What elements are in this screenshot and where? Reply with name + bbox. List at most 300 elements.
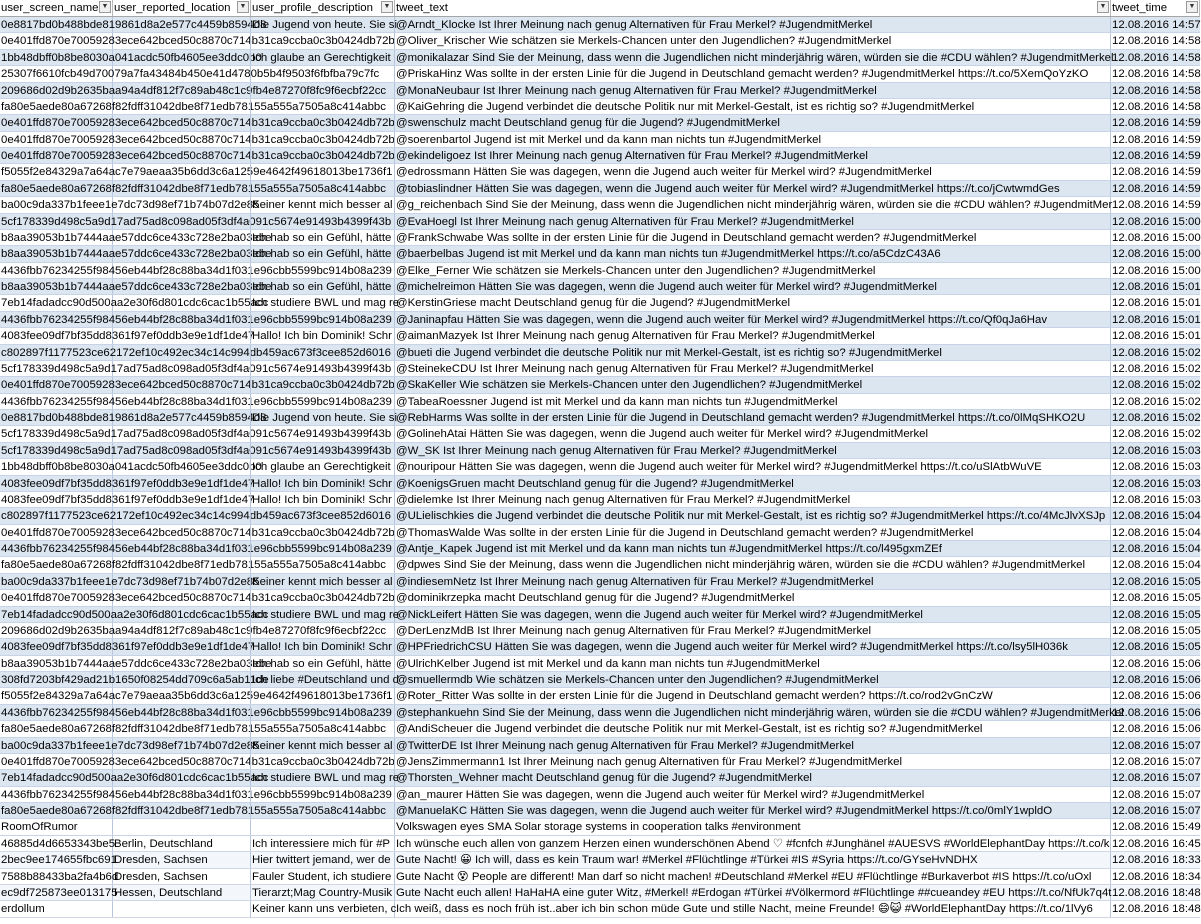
cell-tweet-text[interactable]: @RebHarms Was sollte in der ersten Linie für die Jugend in Deutschland gemacht werden? #JugendmitMerkel https://t.co/0lMqSHKO2U — [395, 410, 1111, 425]
cell-user-reported-location[interactable] — [113, 607, 251, 622]
table-row[interactable] — [0, 345, 1200, 361]
cell-tweet-text[interactable]: @smuellermdb Wie schätzen sie Merkels-Chancen unter den Jugendlichen? #JugendmitMerkel — [395, 672, 1111, 687]
cell-user-profile-description[interactable]: Hallo! Ich bin Dominik! Schr — [251, 328, 395, 343]
cell-tweet-time[interactable]: 12.08.2016 15:02 — [1112, 362, 1201, 375]
cell-tweet-time[interactable]: 12.08.2016 14:59 — [1112, 117, 1201, 130]
cell-user-profile-description[interactable] — [251, 148, 395, 163]
cell-user-profile-description[interactable]: Ich studiere BWL und mag re — [252, 772, 400, 785]
cell-user-profile-description[interactable] — [251, 541, 395, 556]
cell-user-reported-location[interactable] — [113, 656, 251, 671]
table-row[interactable] — [0, 50, 1200, 66]
cell-tweet-text[interactable]: @KaiGehring die Jugend verbindet die deutsche Politik nur mit Merkel-Gestalt, ist es richtig so? #JugendmitMerkel — [395, 99, 1111, 114]
table-row[interactable] — [0, 83, 1200, 99]
table-row[interactable] — [0, 688, 1200, 704]
cell-tweet-time[interactable]: 12.08.2016 15:03 — [1112, 477, 1201, 490]
cell-user-screen-name[interactable]: 209686d02d9b2635baa94a4df812f7c89ab48c1c9fb4e87270f8fc9f6ecbf22cc — [1, 624, 387, 637]
cell-user-screen-name[interactable]: 0e401ffd870e70059283ece642bced50c8870c714b31ca9ccba0c3b0424db72b — [1, 526, 395, 539]
cell-tweet-text[interactable]: @MonaNeubaur Ist Ihrer Meinung nach genug Alternativen für Frau Merkel? #JugendmitMerkel — [395, 83, 1111, 98]
cell-user-reported-location[interactable] — [113, 361, 251, 376]
table-row[interactable] — [0, 852, 1200, 868]
cell-tweet-text[interactable]: @PriskaHinz Was sollte in der ersten Linie für die Jugend in Deutschland gemacht werden? #JugendmitMerkel https://t.co/5XemQoYzKO — [395, 66, 1111, 81]
cell-tweet-text[interactable]: Ich weiß, dass es noch früh ist..aber ich bin schon müde Gute und stille Nacht, meine Freunde! 😄😺 #WorldElephantDay https://t.co/1lVy6 — [395, 901, 1111, 916]
cell-tweet-time[interactable]: 12.08.2016 15:05 — [1112, 624, 1201, 637]
cell-tweet-time[interactable]: 12.08.2016 15:06 — [1112, 690, 1201, 703]
cell-user-reported-location[interactable] — [113, 672, 251, 687]
cell-tweet-time[interactable]: 12.08.2016 15:02 — [1112, 346, 1201, 359]
cell-tweet-text[interactable]: @swenschulz macht Deutschland genug für die Jugend? #JugendmitMerkel — [395, 115, 1111, 130]
cell-user-profile-description[interactable] — [251, 132, 395, 147]
cell-tweet-text[interactable]: @dpwes Sind Sie der Meinung, dass wenn die Jugendlichen nicht minderjährig wären, würden sie die #CDU wählen? #JugendmitMerkel — [395, 557, 1111, 572]
cell-user-profile-description[interactable]: Ich glaube an Gerechtigkeit — [251, 50, 395, 65]
cell-user-profile-description[interactable] — [251, 623, 395, 638]
table-row[interactable] — [0, 672, 1200, 688]
cell-tweet-text[interactable]: @dielemke Ist Ihrer Meinung nach genug Alternativen für Frau Merkel? #JugendmitMerkel — [395, 492, 1111, 507]
cell-tweet-text[interactable]: @TabeaRoessner Jugend ist mit Merkel und da kann man nichts tun #JugendmitMerkel — [395, 394, 1111, 409]
cell-user-profile-description[interactable]: Ich studiere BWL und mag re — [252, 297, 400, 310]
table-row[interactable] — [0, 803, 1200, 819]
cell-tweet-text[interactable]: @g_reichenbach Sind Sie der Meinung, dass wenn die Jugendlichen nicht minderjährig wären, würden sie die #CDU wählen? #JugendmitMer — [396, 199, 1113, 212]
table-row[interactable] — [0, 705, 1200, 721]
cell-tweet-text[interactable]: @Roter_Ritter Was sollte in der ersten Linie für die Jugend in Deutschland gemacht werden? https://t.co/rod2vGnCzW — [395, 688, 1111, 703]
table-row[interactable] — [0, 574, 1200, 590]
cell-user-profile-description[interactable]: Keiner kann uns verbieten, c — [252, 903, 397, 916]
cell-tweet-time[interactable]: 12.08.2016 15:01 — [1112, 281, 1201, 293]
cell-user-screen-name[interactable]: 0e401ffd870e70059283ece642bced50c8870c714b31ca9ccba0c3b0424db72b — [1, 133, 395, 146]
cell-user-profile-description[interactable] — [251, 426, 395, 441]
cell-user-profile-description[interactable] — [251, 787, 395, 802]
cell-user-screen-name[interactable]: 0e8817bd0b488bde819861d8a2e577c4459b8594d8 — [1, 19, 267, 31]
cell-user-screen-name[interactable]: ba00c9da337b1feee1e7dc73d98ef71b74b07d2e85 — [1, 199, 260, 212]
cell-user-screen-name[interactable]: 5cf178339d498c5a9d17ad75ad8c098ad05f3df4a091c5674e91493b4399f43b — [1, 428, 392, 441]
cell-user-profile-description[interactable]: Keiner kennt mich besser al — [251, 197, 395, 212]
cell-user-reported-location[interactable] — [113, 525, 251, 540]
cell-user-reported-location[interactable] — [113, 263, 251, 278]
table-row[interactable] — [0, 476, 1200, 492]
cell-user-profile-description[interactable] — [251, 721, 395, 736]
table-row[interactable] — [0, 17, 1200, 33]
cell-tweet-text[interactable]: @NickLeifert Hätten Sie was dagegen, wenn die Jugend auch weiter für Merkel wird? #JugendmitMerkel — [395, 607, 1111, 622]
cell-tweet-time[interactable]: 12.08.2016 16:45 — [1112, 837, 1201, 850]
cell-user-reported-location[interactable] — [113, 721, 251, 736]
cell-tweet-time[interactable]: 12.08.2016 15:00 — [1112, 264, 1201, 277]
cell-user-reported-location[interactable] — [113, 312, 251, 327]
table-row[interactable] — [0, 459, 1200, 475]
cell-user-reported-location[interactable] — [113, 410, 251, 425]
table-row[interactable] — [0, 230, 1200, 246]
cell-tweet-text[interactable]: @FrankSchwabe Was sollte in der ersten Linie für die Jugend in Deutschland gemacht werden? #JugendmitMerkel — [395, 230, 1111, 245]
cell-user-reported-location[interactable] — [113, 738, 251, 753]
cell-user-screen-name[interactable]: f5055f2e84329a7a64ac7e79aeaa35b6dd3c6a1259e4642f49618013be1736f1 — [1, 166, 393, 179]
cell-user-screen-name[interactable]: RoomOfRumor — [0, 819, 113, 834]
cell-tweet-text[interactable]: @an_maurer Hätten Sie was dagegen, wenn die Jugend auch weiter für Merkel wird? #JugendmitMerkel — [395, 787, 1111, 802]
cell-user-reported-location[interactable]: Berlin, Deutschland — [113, 836, 251, 851]
table-row[interactable] — [0, 312, 1200, 328]
table-row[interactable] — [0, 770, 1200, 786]
cell-user-reported-location[interactable] — [113, 377, 251, 392]
table-row[interactable] — [0, 214, 1200, 230]
cell-tweet-time[interactable]: 12.08.2016 15:06 — [1112, 706, 1201, 719]
column-header-tweet-time[interactable] — [1111, 0, 1200, 16]
cell-tweet-text[interactable]: Gute Nacht euch allen! HaHaHA eine guter Witz, #Merkel! #Erdogan #Türkei #Völkermord #Flüchtlinge ##cueandey #EU https://t.co/NfUk7q4t — [396, 886, 1112, 899]
cell-tweet-time[interactable]: 12.08.2016 15:04 — [1112, 559, 1201, 572]
table-row[interactable] — [0, 639, 1200, 655]
cell-user-reported-location[interactable] — [113, 639, 251, 654]
cell-tweet-text[interactable]: @monikalazar Sind Sie der Meinung, dass wenn die Jugendlichen nicht minderjährig wären, würden sie die #CDU wählen? #JugendmitMerkel — [396, 51, 1114, 64]
cell-tweet-text[interactable]: @stephankuehn Sind Sie der Meinung, dass wenn die Jugendlichen nicht minderjährig wären, würden sie die #CDU wählen? #JugendmitMerkel — [396, 706, 1124, 719]
cell-user-screen-name[interactable]: fa80e5aede80a67268f82fdff31042dbe8f71edb78155a555a7505a8c414abbc — [1, 100, 386, 113]
cell-tweet-time[interactable]: 12.08.2016 15:07 — [1112, 788, 1201, 801]
cell-tweet-time[interactable]: 12.08.2016 15:49 — [1112, 821, 1201, 834]
table-row[interactable] — [0, 557, 1200, 573]
cell-user-screen-name[interactable]: ba00c9da337b1feee1e7dc73d98ef71b74b07d2e85 — [1, 575, 260, 588]
cell-tweet-time[interactable]: 12.08.2016 14:58 — [1112, 51, 1201, 64]
cell-user-profile-description[interactable]: Hallo! Ich bin Dominik! Schr — [251, 476, 395, 491]
cell-tweet-time[interactable]: 12.08.2016 15:02 — [1112, 379, 1201, 392]
cell-tweet-text[interactable]: @SteinekeCDU Ist Ihrer Meinung nach genug Alternativen für Frau Merkel? #JugendmitMerkel — [395, 361, 1111, 376]
cell-user-screen-name[interactable]: 7eb14fadadcc90d500aa2e30f6d801cdc6cac1b55acc — [1, 772, 269, 785]
cell-tweet-text[interactable]: @TwitterDE Ist Ihrer Meinung nach genug Alternativen für Frau Merkel? #JugendmitMerkel — [395, 738, 1111, 753]
cell-user-reported-location[interactable] — [113, 426, 251, 441]
cell-user-profile-description[interactable]: Die Jugend von heute. Sie si — [252, 19, 398, 31]
cell-user-profile-description[interactable]: Tierarzt;Mag Country-Musik — [251, 885, 395, 900]
cell-user-reported-location[interactable] — [113, 181, 251, 196]
cell-user-reported-location[interactable] — [113, 17, 251, 32]
cell-tweet-text[interactable]: Ich wünsche euch allen von ganzem Herzen einen wunderschönen Abend ♡ #fcnfch #Junghänel #AUESVS #WorldElephantDay https://t.co/k — [396, 837, 1110, 850]
table-row[interactable] — [0, 590, 1200, 606]
cell-user-screen-name[interactable]: f5055f2e84329a7a64ac7e79aeaa35b6dd3c6a1259e4642f49618013be1736f1 — [1, 690, 393, 703]
table-row[interactable] — [0, 541, 1200, 557]
cell-tweet-time[interactable]: 12.08.2016 15:07 — [1112, 805, 1201, 817]
cell-user-screen-name[interactable]: 5cf178339d498c5a9d17ad75ad8c098ad05f3df4a091c5674e91493b4399f43b — [1, 444, 392, 457]
cell-user-reported-location[interactable] — [113, 557, 251, 572]
cell-tweet-time[interactable]: 12.08.2016 14:58 — [1112, 84, 1201, 97]
cell-tweet-time[interactable]: 12.08.2016 15:06 — [1112, 723, 1201, 736]
cell-user-screen-name[interactable]: 4436fbb76234255f98456eb44bf28c88ba34d1f031e96cbb5599bc914b08a239 — [1, 543, 392, 555]
cell-user-reported-location[interactable] — [113, 590, 251, 605]
cell-tweet-time[interactable]: 12.08.2016 15:00 — [1112, 215, 1201, 228]
table-row[interactable] — [0, 295, 1200, 311]
table-row[interactable] — [0, 525, 1200, 541]
cell-user-profile-description[interactable]: Ich studiere BWL und mag re — [252, 608, 400, 621]
cell-user-profile-description[interactable] — [251, 819, 395, 834]
cell-user-screen-name[interactable]: fa80e5aede80a67268f82fdff31042dbe8f71edb78155a555a7505a8c414abbc — [1, 559, 386, 572]
cell-user-reported-location[interactable] — [113, 345, 251, 360]
cell-tweet-time[interactable]: 12.08.2016 15:02 — [1112, 412, 1201, 424]
cell-tweet-text[interactable]: @SkaKeller Wie schätzen sie Merkels-Chancen unter den Jugendlichen? #JugendmitMerkel — [395, 377, 1111, 392]
cell-user-reported-location[interactable] — [113, 541, 251, 556]
cell-tweet-time[interactable]: 12.08.2016 15:04 — [1112, 510, 1201, 523]
cell-user-profile-description[interactable]: Ich hab so ein Gefühl, hätte — [251, 279, 395, 294]
cell-user-reported-location[interactable] — [113, 164, 251, 179]
cell-user-screen-name[interactable]: c802897f1177523ce62172ef10c492ec34c14c994db459ac673f3cee852d6016 — [1, 510, 391, 523]
cell-tweet-text[interactable]: @aimanMazyek Ist Ihrer Meinung nach genug Alternativen für Frau Merkel? #JugendmitMerkel — [395, 328, 1111, 343]
filter-dropdown-icon[interactable]: ▼ — [1097, 1, 1109, 13]
cell-user-reported-location[interactable] — [113, 99, 251, 114]
cell-user-reported-location[interactable] — [113, 688, 251, 703]
cell-user-screen-name[interactable]: 0e401ffd870e70059283ece642bced50c8870c714b31ca9ccba0c3b0424db72b — [1, 35, 395, 48]
cell-tweet-text[interactable]: @ULielischkies die Jugend verbindet die deutsche Politik nur mit Merkel-Gestalt, ist es richtig so? #JugendmitMerkel https://t.co/4McJlvXSJp — [395, 508, 1111, 523]
cell-user-screen-name[interactable]: c802897f1177523ce62172ef10c492ec34c14c994db459ac673f3cee852d6016 — [1, 346, 391, 359]
cell-user-profile-description[interactable] — [251, 115, 395, 130]
cell-user-reported-location[interactable] — [113, 148, 251, 163]
cell-user-reported-location[interactable] — [113, 230, 251, 245]
cell-tweet-time[interactable]: 12.08.2016 18:48 — [1112, 903, 1201, 916]
table-row[interactable] — [0, 836, 1200, 852]
cell-tweet-time[interactable]: 12.08.2016 15:03 — [1112, 461, 1201, 474]
cell-user-reported-location[interactable] — [113, 770, 251, 785]
cell-tweet-text[interactable]: @KerstinGriese macht Deutschland genug für die Jugend? #JugendmitMerkel — [395, 295, 1111, 310]
cell-user-reported-location[interactable] — [113, 901, 251, 916]
cell-user-reported-location[interactable] — [113, 246, 251, 261]
cell-user-reported-location[interactable] — [113, 295, 251, 310]
cell-tweet-text[interactable]: @EvaHoegl Ist Ihrer Meinung nach genug Alternativen für Frau Merkel? #JugendmitMerkel — [395, 214, 1111, 229]
cell-tweet-time[interactable]: 12.08.2016 15:06 — [1112, 657, 1201, 670]
table-row[interactable] — [0, 99, 1200, 115]
cell-user-reported-location[interactable] — [113, 623, 251, 638]
cell-user-profile-description[interactable] — [251, 361, 395, 376]
cell-user-screen-name[interactable]: 25307f6610fcb49d70079a7fa43484b450e41d4780b5b4f9503f6fbfba79c7fc — [1, 68, 380, 81]
cell-user-reported-location[interactable] — [113, 115, 251, 130]
cell-tweet-text[interactable]: Gute Nacht 😵 People are different! Man darf so nicht machen! #Deutschland #Merkel #EU #Flüchtlinge #Burkaverbot #IS https://t.co/uOxl — [395, 869, 1111, 884]
cell-user-screen-name[interactable]: 4436fbb76234255f98456eb44bf28c88ba34d1f031e96cbb5599bc914b08a239 — [1, 706, 392, 719]
table-row[interactable] — [0, 426, 1200, 442]
cell-tweet-time[interactable]: 12.08.2016 14:59 — [1112, 199, 1201, 212]
cell-user-screen-name[interactable]: 4083fee09df7bf35dd8361f97ef0ddb3e9e1df1de47 — [1, 493, 255, 506]
cell-tweet-text[interactable]: @KoenigsGruen macht Deutschland genug für die Jugend? #JugendmitMerkel — [395, 476, 1111, 491]
cell-user-screen-name[interactable]: 2bec9ee174655fbc691 — [1, 854, 117, 867]
cell-user-screen-name[interactable]: 5cf178339d498c5a9d17ad75ad8c098ad05f3df4a091c5674e91493b4399f43b — [1, 215, 392, 228]
cell-tweet-text[interactable]: @Antje_Kapek Jugend ist mit Merkel und da kann man nichts tun #JugendmitMerkel https://t.co/l495gxmZEf — [395, 541, 1111, 556]
cell-user-profile-description[interactable]: Ich hab so ein Gefühl, hätte — [251, 246, 395, 261]
cell-user-reported-location[interactable] — [113, 33, 251, 48]
cell-user-screen-name[interactable]: 4436fbb76234255f98456eb44bf28c88ba34d1f031e96cbb5599bc914b08a239 — [1, 313, 392, 326]
table-row[interactable] — [0, 508, 1200, 524]
cell-user-reported-location[interactable] — [113, 803, 251, 818]
table-row[interactable] — [0, 361, 1200, 377]
table-row[interactable] — [0, 885, 1200, 901]
cell-user-reported-location[interactable] — [113, 132, 251, 147]
cell-tweet-text[interactable]: @HPFriedrichCSU Hätten Sie was dagegen, wenn die Jugend auch weiter für Merkel wird? #JugendmitMerkel https://t.co/lsy5lH036k — [395, 639, 1111, 654]
cell-tweet-text[interactable]: @UlrichKelber Jugend ist mit Merkel und da kann man nichts tun #JugendmitMerkel — [395, 656, 1111, 671]
cell-user-profile-description[interactable]: Fauler Student, ich studiere — [251, 869, 395, 884]
table-row[interactable] — [0, 787, 1200, 803]
cell-tweet-text[interactable]: @indiesemNetz Ist Ihrer Meinung nach genug Alternativen für Frau Merkel? #JugendmitMerkel — [395, 574, 1111, 589]
cell-user-screen-name[interactable]: erdollum — [0, 901, 113, 916]
cell-user-screen-name[interactable]: fa80e5aede80a67268f82fdff31042dbe8f71edb78155a555a7505a8c414abbc — [1, 723, 386, 736]
cell-user-reported-location[interactable] — [113, 394, 251, 409]
cell-user-reported-location[interactable] — [113, 83, 251, 98]
cell-user-profile-description[interactable] — [251, 377, 395, 392]
cell-user-screen-name[interactable]: ec9df725873ee013175 — [1, 886, 118, 899]
cell-user-profile-description[interactable] — [251, 443, 395, 458]
cell-tweet-time[interactable]: 12.08.2016 15:01 — [1112, 313, 1201, 326]
table-row[interactable] — [0, 279, 1200, 295]
cell-tweet-time[interactable]: 12.08.2016 15:05 — [1112, 592, 1201, 605]
cell-user-reported-location[interactable] — [113, 66, 251, 81]
cell-tweet-time[interactable]: 12.08.2016 15:05 — [1112, 641, 1201, 654]
cell-tweet-text[interactable]: @dominikrzepka macht Deutschland genug für die Jugend? #JugendmitMerkel — [395, 590, 1111, 605]
cell-user-profile-description[interactable] — [251, 33, 395, 48]
cell-user-reported-location[interactable] — [113, 508, 251, 523]
table-row[interactable] — [0, 607, 1200, 623]
table-row[interactable] — [0, 623, 1200, 639]
cell-tweet-time[interactable]: 12.08.2016 15:02 — [1112, 428, 1201, 441]
cell-tweet-text[interactable]: @DerLenzMdB Ist Ihrer Meinung nach genug Alternativen für Frau Merkel? #JugendmitMerkel — [395, 623, 1111, 638]
cell-tweet-time[interactable]: 12.08.2016 15:06 — [1112, 674, 1201, 686]
cell-user-screen-name[interactable]: 4083fee09df7bf35dd8361f97ef0ddb3e9e1df1de47 — [1, 477, 255, 490]
filter-dropdown-icon[interactable]: ▼ — [381, 1, 393, 13]
cell-tweet-time[interactable]: 12.08.2016 14:59 — [1112, 166, 1201, 179]
cell-user-profile-description[interactable]: Ich glaube an Gerechtigkeit — [251, 459, 395, 474]
cell-tweet-text[interactable]: @soerenbartol Jugend ist mit Merkel und da kann man nichts tun #JugendmitMerkel — [395, 132, 1111, 147]
cell-tweet-time[interactable]: 12.08.2016 14:59 — [1112, 133, 1201, 146]
cell-tweet-time[interactable]: 12.08.2016 15:01 — [1112, 330, 1201, 343]
cell-user-screen-name[interactable]: 7eb14fadadcc90d500aa2e30f6d801cdc6cac1b55acc — [1, 297, 269, 310]
cell-user-screen-name[interactable]: 0e401ffd870e70059283ece642bced50c8870c714b31ca9ccba0c3b0424db72b — [1, 379, 395, 392]
cell-user-profile-description[interactable] — [251, 754, 395, 769]
cell-user-screen-name[interactable]: 0e401ffd870e70059283ece642bced50c8870c714b31ca9ccba0c3b0424db72b — [1, 755, 395, 768]
cell-tweet-time[interactable]: 12.08.2016 15:04 — [1112, 543, 1201, 555]
cell-tweet-text[interactable]: @JensZimmermann1 Ist Ihrer Meinung nach genug Alternativen für Frau Merkel? #JugendmitMerkel — [395, 754, 1111, 769]
cell-user-screen-name[interactable]: ba00c9da337b1feee1e7dc73d98ef71b74b07d2e85 — [1, 739, 260, 752]
cell-user-screen-name[interactable]: 7588b88433ba2fa4b6d — [1, 870, 119, 883]
cell-user-profile-description[interactable]: Hallo! Ich bin Dominik! Schr — [251, 639, 395, 654]
table-row[interactable] — [0, 132, 1200, 148]
column-header-user-reported-location[interactable] — [113, 0, 251, 16]
cell-user-reported-location[interactable] — [113, 197, 251, 212]
table-row[interactable] — [0, 901, 1200, 917]
cell-user-profile-description[interactable]: Keiner kennt mich besser al — [251, 574, 395, 589]
cell-user-profile-description[interactable] — [251, 214, 395, 229]
table-row[interactable] — [0, 246, 1200, 262]
cell-tweet-time[interactable]: 12.08.2016 15:03 — [1112, 444, 1201, 457]
cell-user-screen-name[interactable]: 1bb48dbff0b8be8030a041acdc50fb4605ee3ddc0b0 — [1, 51, 262, 64]
cell-user-screen-name[interactable]: fa80e5aede80a67268f82fdff31042dbe8f71edb78155a555a7505a8c414abbc — [1, 182, 386, 195]
cell-tweet-time[interactable]: 12.08.2016 14:58 — [1112, 35, 1201, 48]
cell-tweet-text[interactable]: @nouripour Hätten Sie was dagegen, wenn die Jugend auch weiter für Merkel wird? #JugendmitMerkel https://t.co/uSlAtbWuVE — [395, 459, 1111, 474]
table-row[interactable] — [0, 263, 1200, 279]
cell-user-reported-location[interactable]: Dresden, Sachsen — [113, 869, 251, 884]
cell-user-profile-description[interactable]: Hier twittert jemand, wer de — [251, 852, 395, 867]
cell-user-screen-name[interactable]: 46885d4d6653343be5 — [1, 837, 116, 850]
cell-tweet-time[interactable]: 12.08.2016 14:58 — [1112, 100, 1201, 113]
cell-user-reported-location[interactable] — [113, 328, 251, 343]
cell-tweet-time[interactable]: 12.08.2016 18:48 — [1112, 886, 1201, 899]
cell-user-profile-description[interactable]: Keiner kennt mich besser al — [251, 738, 395, 753]
table-row[interactable] — [0, 721, 1200, 737]
cell-user-screen-name[interactable]: 0e401ffd870e70059283ece642bced50c8870c714b31ca9ccba0c3b0424db72b — [1, 150, 395, 162]
table-row[interactable] — [0, 181, 1200, 197]
cell-user-reported-location[interactable] — [113, 787, 251, 802]
table-row[interactable] — [0, 738, 1200, 754]
cell-user-profile-description[interactable]: Ich liebe #Deutschland und d — [252, 674, 399, 686]
cell-tweet-time[interactable]: 12.08.2016 14:57 — [1112, 19, 1201, 31]
table-row[interactable] — [0, 148, 1200, 164]
cell-tweet-time[interactable]: 12.08.2016 15:05 — [1112, 608, 1201, 621]
cell-tweet-text[interactable]: @edrossmann Hätten Sie was dagegen, wenn die Jugend auch weiter für Merkel wird? #JugendmitMerkel — [395, 164, 1111, 179]
table-row[interactable] — [0, 328, 1200, 344]
cell-tweet-text[interactable]: @tobiaslindner Hätten Sie was dagegen, wenn die Jugend auch weiter für Merkel wird? #JugendmitMerkel https://t.co/jCwtwmdGes — [395, 181, 1111, 196]
cell-tweet-text[interactable]: @W_SK Ist Ihrer Meinung nach genug Alternativen für Frau Merkel? #JugendmitMerkel — [395, 443, 1111, 458]
cell-user-profile-description[interactable] — [251, 263, 395, 278]
column-header-user-screen-name[interactable] — [0, 0, 113, 16]
cell-user-profile-description[interactable] — [251, 508, 395, 523]
cell-user-reported-location[interactable] — [113, 574, 251, 589]
cell-tweet-time[interactable]: 12.08.2016 15:00 — [1112, 231, 1201, 244]
cell-tweet-text[interactable]: @ekindeligoez Ist Ihrer Meinung nach genug Alternativen für Frau Merkel? #JugendmitMerkel — [395, 148, 1111, 163]
cell-user-reported-location[interactable] — [113, 492, 251, 507]
table-row[interactable] — [0, 33, 1200, 49]
cell-user-profile-description[interactable] — [251, 312, 395, 327]
cell-user-screen-name[interactable]: b8aa39053b1b7444aae57ddc6ce433c728e2ba03ebe — [1, 657, 272, 670]
cell-user-screen-name[interactable]: 4436fbb76234255f98456eb44bf28c88ba34d1f031e96cbb5599bc914b08a239 — [1, 395, 392, 408]
cell-user-reported-location[interactable] — [113, 819, 251, 834]
cell-tweet-text[interactable]: @AndiScheuer die Jugend verbindet die deutsche Politik nur mit Merkel-Gestalt, ist es richtig so? #JugendmitMerkel — [395, 721, 1111, 736]
cell-user-screen-name[interactable]: b8aa39053b1b7444aae57ddc6ce433c728e2ba03ebe — [1, 248, 272, 261]
cell-user-profile-description[interactable] — [251, 99, 395, 114]
cell-tweet-text[interactable]: @michelreimon Hätten Sie was dagegen, wenn die Jugend auch weiter für Merkel wird? #JugendmitMerkel — [395, 279, 1111, 294]
cell-tweet-time[interactable]: 12.08.2016 18:34 — [1112, 870, 1201, 883]
cell-tweet-text[interactable]: @Janinapfau Hätten Sie was dagegen, wenn die Jugend auch weiter für Merkel wird? #JugendmitMerkel https://t.co/Qf0qJa6Hav — [395, 312, 1111, 327]
cell-user-profile-description[interactable] — [251, 803, 395, 818]
table-row[interactable] — [0, 754, 1200, 770]
table-row[interactable] — [0, 819, 1200, 835]
cell-tweet-text[interactable]: @GolinehAtai Hätten Sie was dagegen, wenn die Jugend auch weiter für Merkel wird? #JugendmitMerkel — [395, 426, 1111, 441]
cell-user-screen-name[interactable]: 0e401ffd870e70059283ece642bced50c8870c714b31ca9ccba0c3b0424db72b — [1, 592, 395, 605]
cell-user-profile-description[interactable] — [251, 83, 395, 98]
table-row[interactable] — [0, 164, 1200, 180]
cell-tweet-text[interactable]: @Arndt_Klocke Ist Ihrer Meinung nach genug Alternativen für Frau Merkel? #JugendmitMerkel — [395, 17, 1111, 32]
cell-user-screen-name[interactable]: 4083fee09df7bf35dd8361f97ef0ddb3e9e1df1de47 — [1, 330, 255, 343]
table-row[interactable] — [0, 656, 1200, 672]
cell-user-profile-description[interactable] — [251, 394, 395, 409]
cell-user-profile-description[interactable]: Hallo! Ich bin Dominik! Schr — [251, 492, 395, 507]
cell-tweet-text[interactable]: @Thorsten_Wehner macht Deutschland genug für die Jugend? #JugendmitMerkel — [395, 770, 1111, 785]
cell-tweet-text[interactable]: @Oliver_Krischer Wie schätzen sie Merkels-Chancen unter den Jugendlichen? #JugendmitMerkel — [395, 33, 1111, 48]
cell-tweet-time[interactable]: 12.08.2016 14:58 — [1112, 68, 1201, 81]
cell-tweet-text[interactable]: @ManuelaKC Hätten Sie was dagegen, wenn die Jugend auch weiter für Merkel wird? #JugendmitMerkel https://t.co/0mlY1wpldO — [395, 803, 1111, 818]
cell-tweet-time[interactable]: 12.08.2016 15:02 — [1112, 395, 1201, 408]
cell-tweet-time[interactable]: 12.08.2016 15:05 — [1112, 575, 1201, 588]
table-row[interactable] — [0, 869, 1200, 885]
cell-user-screen-name[interactable]: fa80e5aede80a67268f82fdff31042dbe8f71edb78155a555a7505a8c414abbc — [1, 805, 386, 817]
cell-user-reported-location[interactable] — [113, 705, 251, 720]
filter-dropdown-icon[interactable]: ▼ — [1186, 1, 1198, 13]
table-row[interactable] — [0, 66, 1200, 82]
cell-tweet-time[interactable]: 12.08.2016 15:07 — [1112, 755, 1201, 768]
cell-user-screen-name[interactable]: 4436fbb76234255f98456eb44bf28c88ba34d1f031e96cbb5599bc914b08a239 — [1, 264, 392, 277]
column-header-tweet-text[interactable] — [395, 0, 1111, 16]
cell-user-profile-description[interactable]: Ich hab so ein Gefühl, hätte — [251, 656, 395, 671]
cell-user-screen-name[interactable]: 308fd7203bf429ad21b1650f08254dd709c6a5ab11de — [1, 674, 269, 686]
cell-user-profile-description[interactable] — [251, 181, 395, 196]
cell-user-reported-location[interactable]: Dresden, Sachsen — [113, 852, 251, 867]
cell-user-screen-name[interactable]: b8aa39053b1b7444aae57ddc6ce433c728e2ba03ebe — [1, 281, 272, 293]
cell-user-screen-name[interactable]: 4083fee09df7bf35dd8361f97ef0ddb3e9e1df1de47 — [1, 641, 255, 654]
cell-user-screen-name[interactable]: b8aa39053b1b7444aae57ddc6ce433c728e2ba03ebe — [1, 231, 272, 244]
cell-user-profile-description[interactable] — [251, 688, 395, 703]
cell-tweet-time[interactable]: 12.08.2016 15:01 — [1112, 297, 1201, 310]
cell-tweet-text[interactable]: @ThomasWalde Was sollte in der ersten Linie für die Jugend in Deutschland gemacht werden? #JugendmitMerkel — [395, 525, 1111, 540]
cell-user-reported-location[interactable] — [113, 754, 251, 769]
cell-user-screen-name[interactable]: 7eb14fadadcc90d500aa2e30f6d801cdc6cac1b55acc — [1, 608, 269, 621]
table-row[interactable] — [0, 443, 1200, 459]
cell-user-reported-location[interactable] — [113, 443, 251, 458]
cell-user-screen-name[interactable]: 209686d02d9b2635baa94a4df812f7c89ab48c1c9fb4e87270f8fc9f6ecbf22cc — [1, 84, 387, 97]
cell-tweet-time[interactable]: 12.08.2016 15:04 — [1112, 526, 1201, 539]
cell-user-profile-description[interactable]: Ich hab so ein Gefühl, hätte — [251, 230, 395, 245]
cell-user-reported-location[interactable] — [113, 50, 251, 65]
